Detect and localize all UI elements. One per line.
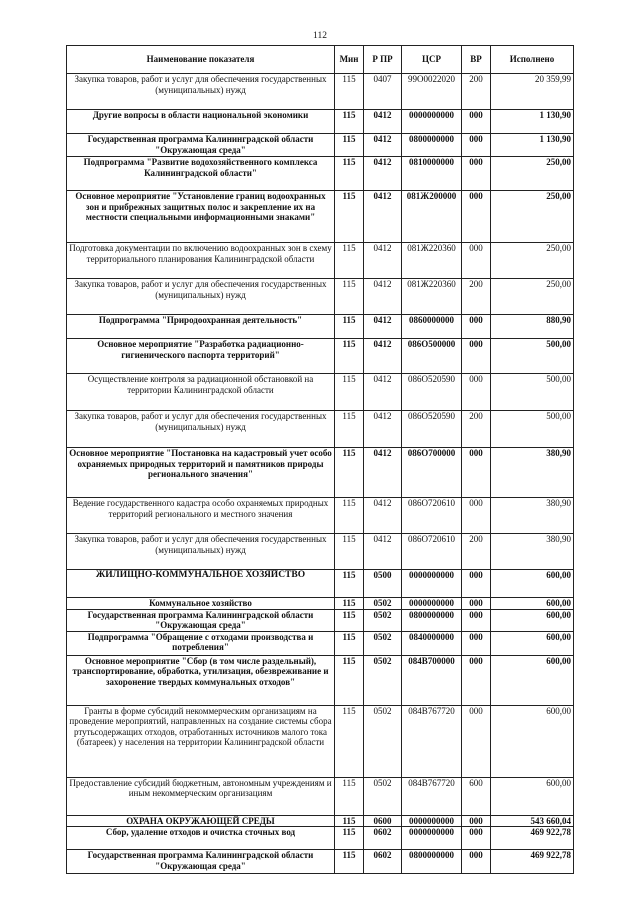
cell-done: 250,00 [491, 191, 574, 243]
cell-min: 115 [335, 777, 364, 815]
cell-vr: 000 [462, 191, 491, 243]
header-rpr: Р ПР [364, 46, 402, 74]
cell-min: 115 [335, 110, 364, 134]
cell-min: 115 [335, 570, 364, 598]
cell-min: 115 [335, 827, 364, 850]
cell-rpr: 0412 [364, 134, 402, 157]
cell-done: 880,90 [491, 315, 574, 339]
cell-min: 115 [335, 850, 364, 874]
cell-rpr: 0412 [364, 411, 402, 448]
cell-csr: 0810000000 [402, 157, 462, 191]
cell-name: Предоставление субсидий бюджетным, автономным учреждениям и иным некоммерческим организациям [67, 777, 335, 815]
cell-min: 115 [335, 279, 364, 315]
cell-rpr: 0502 [364, 609, 402, 631]
cell-csr: 081Ж220360 [402, 279, 462, 315]
cell-done: 1 130,90 [491, 110, 574, 134]
table-row [67, 411, 574, 448]
cell-name: Государственная программа Калининградской области "Окружающая среда" [67, 134, 335, 157]
cell-rpr: 0412 [364, 374, 402, 411]
cell-rpr: 0602 [364, 850, 402, 874]
table-row [67, 339, 574, 374]
cell-vr: 000 [462, 315, 491, 339]
cell-vr: 000 [462, 609, 491, 631]
cell-done: 250,00 [491, 243, 574, 279]
cell-vr: 000 [462, 631, 491, 655]
cell-rpr: 0412 [364, 110, 402, 134]
cell-name: Закупка товаров, работ и услуг для обеспечения государственных (муниципальных) нужд [67, 411, 335, 448]
cell-done: 469 922,78 [491, 850, 574, 874]
cell-name: Ведение государственного кадастра особо охраняемых природных территорий регионального и местного значения [67, 498, 335, 534]
cell-min: 115 [335, 191, 364, 243]
table-row [67, 655, 574, 705]
cell-done: 600,00 [491, 609, 574, 631]
cell-name: Основное мероприятие "Установление границ водоохранных зон и прибрежных защитных полос и закрепление их на местности специальными информационными знаками" [67, 191, 335, 243]
table-row [67, 850, 574, 874]
cell-min: 115 [335, 609, 364, 631]
table-row [67, 827, 574, 850]
cell-vr: 200 [462, 534, 491, 570]
table-row [67, 570, 574, 598]
cell-rpr: 0412 [364, 498, 402, 534]
cell-csr: 086О720610 [402, 534, 462, 570]
header-vr: ВР [462, 46, 491, 74]
cell-done: 500,00 [491, 411, 574, 448]
cell-rpr: 0502 [364, 631, 402, 655]
cell-csr: 086О520590 [402, 374, 462, 411]
cell-name: Закупка товаров, работ и услуг для обеспечения государственных (муниципальных) нужд [67, 74, 335, 110]
cell-rpr: 0502 [364, 655, 402, 705]
cell-done: 250,00 [491, 157, 574, 191]
cell-vr: 000 [462, 498, 491, 534]
cell-rpr: 0412 [364, 315, 402, 339]
cell-done: 600,00 [491, 777, 574, 815]
table-row [67, 631, 574, 655]
cell-min: 115 [335, 134, 364, 157]
cell-done: 500,00 [491, 374, 574, 411]
cell-vr: 000 [462, 815, 491, 827]
cell-vr: 000 [462, 374, 491, 411]
cell-vr: 200 [462, 279, 491, 315]
table-row [67, 374, 574, 411]
cell-vr: 000 [462, 339, 491, 374]
cell-vr: 000 [462, 598, 491, 610]
cell-vr: 600 [462, 777, 491, 815]
table-row [67, 498, 574, 534]
cell-name: Подпрограмма "Обращение с отходами производства и потребления" [67, 631, 335, 655]
cell-rpr: 0412 [364, 448, 402, 498]
cell-min: 115 [335, 815, 364, 827]
cell-rpr: 0412 [364, 279, 402, 315]
cell-done: 500,00 [491, 339, 574, 374]
cell-done: 380,90 [491, 448, 574, 498]
cell-csr: 0000000000 [402, 827, 462, 850]
table-row [67, 598, 574, 610]
cell-done: 250,00 [491, 279, 574, 315]
cell-rpr: 0600 [364, 815, 402, 827]
table-row [67, 448, 574, 498]
cell-rpr: 0502 [364, 598, 402, 610]
cell-min: 115 [335, 339, 364, 374]
cell-csr: 086О520590 [402, 411, 462, 448]
cell-min: 115 [335, 411, 364, 448]
cell-rpr: 0412 [364, 534, 402, 570]
cell-name: Государственная программа Калининградской области "Окружающая среда" [67, 609, 335, 631]
cell-done: 600,00 [491, 570, 574, 598]
cell-done: 600,00 [491, 598, 574, 610]
cell-rpr: 0412 [364, 191, 402, 243]
cell-done: 543 660,04 [491, 815, 574, 827]
cell-min: 115 [335, 374, 364, 411]
cell-min: 115 [335, 315, 364, 339]
cell-name: Подпрограмма "Природоохранная деятельность" [67, 315, 335, 339]
cell-done: 600,00 [491, 705, 574, 777]
cell-vr: 000 [462, 134, 491, 157]
cell-min: 115 [335, 498, 364, 534]
cell-done: 20 359,99 [491, 74, 574, 110]
cell-min: 115 [335, 705, 364, 777]
cell-name: Подпрограмма "Развитие водохозяйственного комплекса Калининградской области" [67, 157, 335, 191]
cell-rpr: 0502 [364, 777, 402, 815]
cell-name: Основное мероприятие "Постановка на кадастровый учет особо охраняемых природных территорий и памятников природы регионального значения" [67, 448, 335, 498]
cell-vr: 200 [462, 411, 491, 448]
cell-rpr: 0500 [364, 570, 402, 598]
cell-min: 115 [335, 534, 364, 570]
cell-vr: 000 [462, 827, 491, 850]
cell-vr: 000 [462, 110, 491, 134]
cell-name: Государственная программа Калининградской области "Окружающая среда" [67, 850, 335, 874]
table-row [67, 243, 574, 279]
table-row [67, 705, 574, 777]
cell-csr: 0800000000 [402, 850, 462, 874]
header-name: Наименование показателя [67, 46, 335, 74]
cell-vr: 200 [462, 74, 491, 110]
cell-csr: 0000000000 [402, 570, 462, 598]
cell-rpr: 0602 [364, 827, 402, 850]
cell-vr: 000 [462, 157, 491, 191]
cell-csr: 0860000000 [402, 315, 462, 339]
cell-csr: 081Ж200000 [402, 191, 462, 243]
budget-table [66, 45, 574, 874]
cell-rpr: 0412 [364, 243, 402, 279]
cell-min: 115 [335, 655, 364, 705]
cell-csr: 0000000000 [402, 110, 462, 134]
cell-done: 380,90 [491, 498, 574, 534]
cell-name: Подготовка документации по включению водоохранных зон в схему территориального планирования Калининградской области [67, 243, 335, 279]
cell-csr: 084В767720 [402, 705, 462, 777]
cell-csr: 0800000000 [402, 134, 462, 157]
cell-done: 380,90 [491, 534, 574, 570]
cell-name: Другие вопросы в области национальной экономики [67, 110, 335, 134]
header-done: Исполнено [491, 46, 574, 74]
cell-done: 1 130,90 [491, 134, 574, 157]
cell-done: 600,00 [491, 631, 574, 655]
table-row [67, 74, 574, 110]
cell-csr: 086О720610 [402, 498, 462, 534]
cell-vr: 000 [462, 705, 491, 777]
cell-name: ОХРАНА ОКРУЖАЮЩЕЙ СРЕДЫ [67, 815, 335, 827]
table-row [67, 609, 574, 631]
cell-csr: 0000000000 [402, 815, 462, 827]
cell-csr: 0840000000 [402, 631, 462, 655]
cell-name: Основное мероприятие "Разработка радиационно-гигиенического паспорта территорий" [67, 339, 335, 374]
cell-csr: 086О500000 [402, 339, 462, 374]
cell-vr: 000 [462, 570, 491, 598]
cell-name: Коммунальное хозяйство [67, 598, 335, 610]
header-csr: ЦСР [402, 46, 462, 74]
cell-name: Закупка товаров, работ и услуг для обеспечения государственных (муниципальных) нужд [67, 279, 335, 315]
table-header-row [67, 46, 574, 74]
cell-min: 115 [335, 448, 364, 498]
cell-name: ЖИЛИЩНО-КОММУНАЛЬНОЕ ХОЗЯЙСТВО [67, 570, 335, 598]
cell-csr: 0000000000 [402, 598, 462, 610]
cell-csr: 084В700000 [402, 655, 462, 705]
cell-name: Закупка товаров, работ и услуг для обеспечения государственных (муниципальных) нужд [67, 534, 335, 570]
table-row [67, 134, 574, 157]
cell-name: Осуществление контроля за радиационной обстановкой на территории Калининградской области [67, 374, 335, 411]
cell-done: 600,00 [491, 655, 574, 705]
cell-rpr: 0502 [364, 705, 402, 777]
cell-min: 115 [335, 74, 364, 110]
cell-name: Гранты в форме субсидий некоммерческим организациям на проведение мероприятий, направленных на создание системы сбора ртутьсодержащих отходов, отработанных источников малого тока (батареек) у населения на территории Калининградской области [67, 705, 335, 777]
cell-rpr: 0412 [364, 339, 402, 374]
cell-name: Сбор, удаление отходов и очистка сточных вод [67, 827, 335, 850]
cell-csr: 0800000000 [402, 609, 462, 631]
table-row [67, 110, 574, 134]
table-row [67, 157, 574, 191]
table-row [67, 534, 574, 570]
cell-name: Основное мероприятие "Сбор (в том числе раздельный), транспортирование, обработка, утилизация, обезвреживание и захоронение твердых коммунальных отходов" [67, 655, 335, 705]
table-row [67, 315, 574, 339]
cell-csr: 081Ж220360 [402, 243, 462, 279]
table-row [67, 815, 574, 827]
cell-vr: 000 [462, 243, 491, 279]
table-row [67, 777, 574, 815]
cell-csr: 084В767720 [402, 777, 462, 815]
cell-vr: 000 [462, 850, 491, 874]
header-min: Мин [335, 46, 364, 74]
table-row [67, 279, 574, 315]
cell-csr: 086О700000 [402, 448, 462, 498]
cell-csr: 99О0022020 [402, 74, 462, 110]
cell-vr: 000 [462, 655, 491, 705]
cell-min: 115 [335, 631, 364, 655]
cell-rpr: 0412 [364, 157, 402, 191]
page-number: 112 [313, 31, 327, 41]
cell-vr: 000 [462, 448, 491, 498]
cell-min: 115 [335, 157, 364, 191]
cell-min: 115 [335, 598, 364, 610]
cell-min: 115 [335, 243, 364, 279]
cell-done: 469 922,78 [491, 827, 574, 850]
table-row [67, 191, 574, 243]
cell-rpr: 0407 [364, 74, 402, 110]
